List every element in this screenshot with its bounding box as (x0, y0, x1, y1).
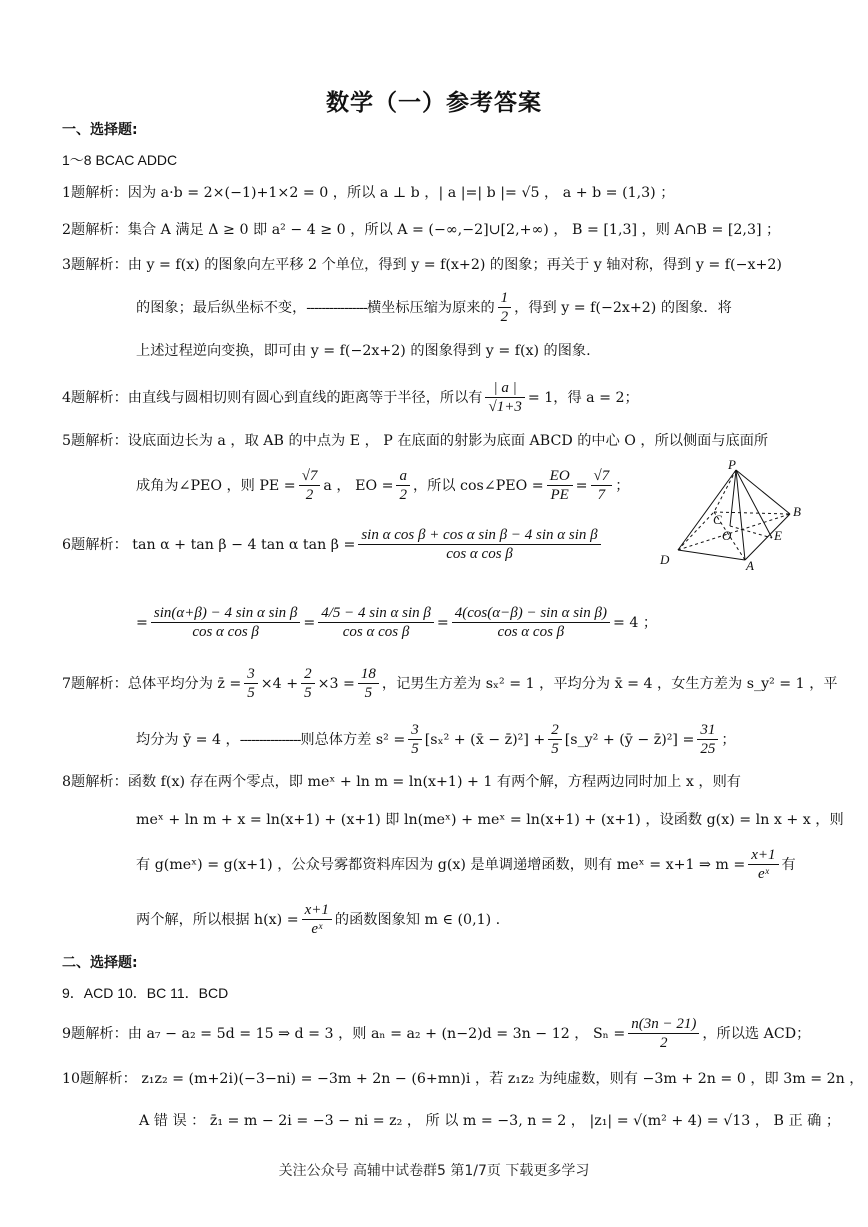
fraction-distance (485, 380, 524, 416)
numerator: 31 (697, 722, 718, 740)
fraction (628, 1016, 699, 1052)
label-A: A (746, 558, 754, 573)
denominator: cos α cos β (446, 546, 513, 563)
numerator: sin α cos β + cos α sin β − 4 sin α sin β (358, 527, 600, 545)
text: 有 (781, 857, 796, 874)
text: ，所以选 ACD； (702, 1026, 811, 1043)
text: 4题解析：由直线与圆相切则有圆心到直线的距离等于半径，所以有 (62, 390, 483, 407)
fraction-sqrt7-7 (591, 468, 613, 504)
solution-q8-line1: 8题解析：函数 f(x) 存在两个零点，即 meˣ + ln m = ln(x+1) + 1 有两个解，方程两边同时加上 x ，则有 (62, 774, 741, 790)
text: ； (721, 732, 736, 749)
denominator: √1+3 (488, 399, 522, 416)
text: = (436, 615, 449, 632)
text: ×3 = (317, 676, 355, 693)
numerator: | a | (485, 380, 524, 398)
text: 两个解，所以根据 h(x) = (136, 912, 299, 929)
numerator: 2 (548, 722, 562, 740)
denominator: 2 (500, 309, 509, 326)
numerator: 2 (301, 666, 315, 684)
numerator: sin(α+β) − 4 sin α sin β (151, 605, 300, 623)
fraction-q6-1 (358, 527, 600, 563)
denominator: 5 (551, 741, 559, 758)
text: ，记男生方差为 sₓ² = 1 ，平均分为 x̄ = 4 ，女生方差为 s_y² = 1 ，平 (381, 676, 838, 693)
numerator: 4(cos(α−β) − sin α sin β) (452, 605, 610, 623)
numerator: x+1 (748, 847, 778, 865)
dashes: ---------------- (239, 732, 301, 749)
numerator: 3 (244, 666, 258, 684)
edge-AB (745, 514, 790, 560)
solution-q6-line1 (62, 527, 604, 563)
fraction-q6-3 (318, 605, 434, 641)
numerator: √7 (299, 468, 321, 486)
answers-1-8: 1～8 BCAC ADDC (62, 152, 178, 168)
label-D: D (660, 552, 670, 567)
text: 有 g(meˣ) = g(x+1) ，公众号雾都资料库因为 g(x) 是单调递增函数，则有 meˣ = x+1 ⇒ m = (136, 857, 746, 874)
denominator: 5 (247, 685, 255, 702)
denominator: 5 (304, 685, 312, 702)
solution-q10-line1: 10题解析： z₁z₂ = (m+2i)(−3−ni) = −3m + 2n − (6+mn)i ，若 z₁z₂ 为纯虚数，则有 −3m + 2n = 0 ，即 3m = 2n ， (62, 1071, 864, 1087)
solution-q7-line2 (136, 722, 736, 758)
label-O: O (722, 528, 732, 543)
text: a ， EO = (323, 478, 394, 495)
solution-q8-line4 (136, 902, 500, 938)
label-E: E (774, 528, 782, 543)
text: ，所以 cos∠PEO = (412, 478, 544, 495)
numerator: 3 (408, 722, 422, 740)
solution-q2: 2题解析：集合 A 满足 Δ ≥ 0 即 a² − 4 ≥ 0 ，所以 A = (−∞,−2]∪[2,+∞) ， B = [1,3] ，则 A∩B = [2,3] ； (62, 222, 781, 238)
numerator: √7 (591, 468, 613, 486)
solution-q1: 1题解析：因为 a·b = 2×(−1)+1×2 = 0 ，所以 a ⊥ b ，| a |=| b |= √5 ， a + b = (1,3) ； (62, 185, 675, 201)
text: = (136, 615, 148, 632)
denominator: eˣ (311, 921, 323, 938)
edge-PC (714, 470, 736, 512)
fraction (358, 666, 379, 702)
fraction-pe (299, 468, 321, 504)
edge-PB (736, 470, 790, 514)
solution-q4 (62, 380, 639, 416)
text: ； (615, 478, 630, 495)
solution-q7-line1 (62, 666, 838, 702)
solution-q10-line2: A 错 误 ： z̄₁ = m − 2i = −3 − ni = z₂ ， 所 以 m = −3, n = 2 ， |z₁| = √(m² + 4) = √13 ， B 正 确 ； (139, 1113, 841, 1129)
dashes: ---------------- (306, 300, 367, 317)
solution-q9 (62, 1016, 810, 1052)
numerator: EO (547, 468, 573, 486)
numerator: x+1 (302, 902, 332, 920)
label-P: P (728, 458, 736, 472)
edge-CB (714, 512, 790, 514)
denominator: eˣ (757, 866, 769, 883)
fraction (748, 847, 778, 883)
denominator: cos α cos β (497, 624, 565, 641)
fraction (697, 722, 718, 758)
text: 成角为∠PEO ，则 PE = (136, 478, 296, 495)
denominator: 7 (597, 487, 606, 504)
denominator: 2 (399, 487, 407, 504)
text: ，得到 y = f(−2x+2) 的图象．将 (514, 300, 732, 317)
fraction-one-half (498, 290, 512, 326)
solution-q3-line2 (136, 290, 732, 326)
denominator: cos α cos β (342, 624, 410, 641)
label-B: B (793, 504, 801, 519)
answers-9-11: 9．ACD 10．BC 11．BCD (62, 985, 229, 1001)
fraction-eo-pe (547, 468, 573, 504)
solution-q3-line1: 3题解析：由 y = f(x) 的图象向左平移 2 个单位，得到 y = f(x+2) 的图象；再关于 y 轴对称，得到 y = f(−x+2) (62, 257, 782, 273)
pyramid-figure (650, 458, 810, 574)
solution-q5-line2 (136, 468, 629, 504)
solution-q6-line2 (136, 605, 657, 641)
text: 的函数图象知 m ∈ (0,1) . (334, 912, 501, 929)
section-heading-choice: 一、选择题: (62, 122, 138, 138)
fraction (408, 722, 422, 758)
fraction-q6-2 (151, 605, 300, 641)
page-footer: 关注公众号 高辅中试卷群5 第1/7页 下载更多学习 (278, 1163, 590, 1179)
text: 6题解析： tan α + tan β − 4 tan α tan β = (62, 537, 356, 554)
denominator: 25 (700, 741, 716, 758)
text: 9题解析：由 a₇ − a₂ = 5d = 15 ⇒ d = 3 ，则 aₙ = a₂ + (n−2)d = 3n − 12 ， Sₙ = (62, 1026, 626, 1043)
solution-q5-line1: 5题解析：设底面边长为 a ，取 AB 的中点为 E ， P 在底面的射影为底面 ABCD 的中心 O ，所以侧面与底面所 (62, 433, 769, 449)
text: 均分为 ȳ = 4 ， (136, 732, 240, 749)
denominator: 2 (305, 487, 314, 504)
fraction (244, 666, 258, 702)
denominator: 5 (411, 741, 419, 758)
solution-q3-line3: 上述过程逆向变换，即可由 y = f(−2x+2) 的图象得到 y = f(x) 的图象. (136, 343, 591, 359)
segment-OE (730, 526, 772, 538)
label-C: C (713, 512, 722, 527)
fraction (302, 902, 332, 938)
solution-q8-line2: meˣ + ln m + x = ln(x+1) + (x+1) 即 ln(meˣ) + meˣ = ln(x+1) + (x+1) ，设函数 g(x) = ln x + x ，则 (136, 812, 844, 828)
fraction (548, 722, 562, 758)
section-heading-multi: 二、选择题: (62, 955, 138, 971)
text: ×4 + (260, 676, 299, 693)
numerator: 1 (498, 290, 512, 308)
fraction (301, 666, 315, 702)
numerator: 4/5 − 4 sin α sin β (318, 605, 434, 623)
segment-PO (730, 470, 736, 526)
text: = 1，得 a = 2； (527, 390, 639, 407)
numerator: 18 (358, 666, 379, 684)
denominator: 5 (364, 685, 373, 702)
text: [sₓ² + (x̄ − z̄)²] + (424, 732, 546, 749)
text: = 4 ； (612, 615, 658, 632)
numerator: a (396, 468, 410, 486)
solution-q8-line3 (136, 847, 796, 883)
fraction-q6-4 (452, 605, 610, 641)
text: 的图象；最后纵坐标不变， (136, 300, 307, 317)
text: = (575, 478, 588, 495)
denominator: 2 (660, 1035, 668, 1052)
text: 横坐标压缩为原来的 (366, 300, 495, 317)
denominator: PE (550, 487, 569, 504)
text: [s_y² + (ȳ − z̄)²] = (564, 732, 695, 749)
denominator: cos α cos β (192, 624, 259, 641)
numerator: n(3n − 21) (628, 1016, 699, 1034)
text: = (303, 615, 316, 632)
page-title: 数学（一）参考答案 (326, 90, 542, 116)
text: 7题解析：总体平均分为 z̄ = (62, 676, 242, 693)
edge-DA (678, 550, 745, 560)
fraction-eo (396, 468, 410, 504)
text: 则总体方差 s² = (300, 732, 406, 749)
